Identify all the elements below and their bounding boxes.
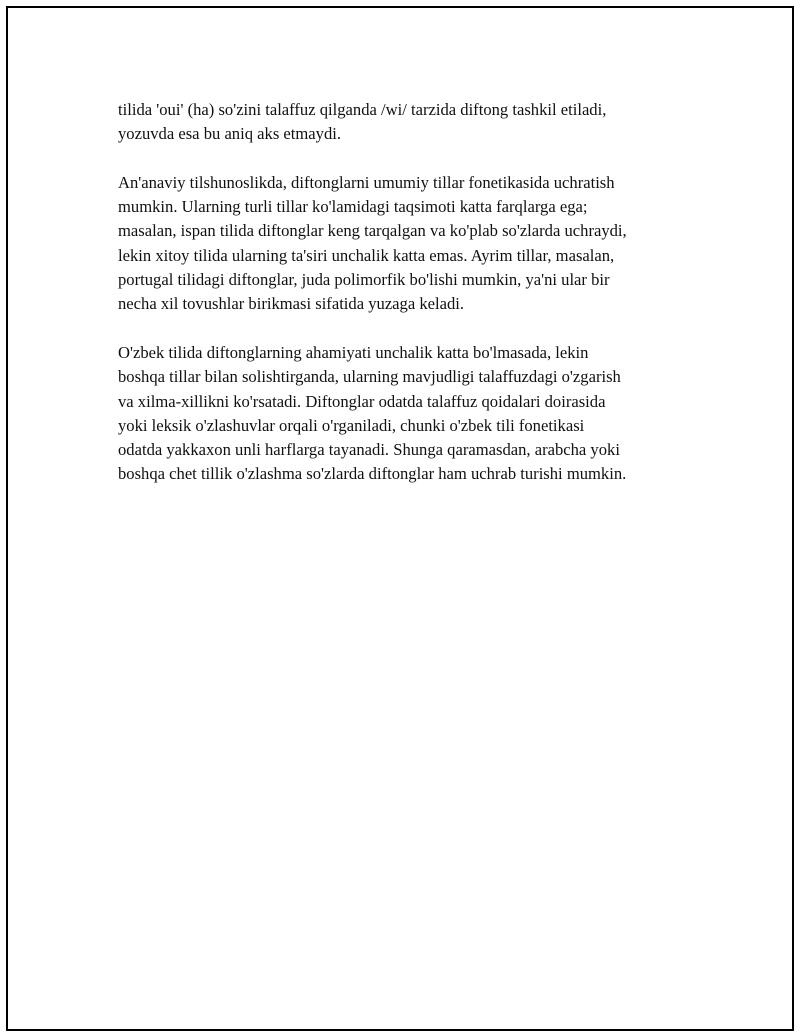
text-line: yozuvda esa bu aniq aks etmaydi.	[118, 124, 342, 144]
text-line: tilida 'oui' (ha) so'zini talaffuz qilganda /wi/ tarzida diftong tashkil etiladi,	[118, 100, 607, 119]
text-line: masalan, ispan tilida diftonglar keng tarqalgan va ko'plab so'zlarda uchraydi,	[118, 221, 627, 241]
paragraph	[118, 341, 698, 487]
page-frame	[6, 6, 794, 1031]
text-line: O'zbek tilida diftonglarning ahamiyati unchalik katta bo'lmasada, lekin	[118, 342, 589, 362]
document-body	[118, 98, 698, 511]
text-line: boshqa tillar bilan solishtirganda, ularning mavjudligi talaffuzdagi o'zgarish	[118, 367, 621, 387]
text-line: lekin xitoy tilida ularning ta'siri unchalik katta emas. Ayrim tillar, masalan,	[118, 245, 615, 265]
text-line: va xilma-xillikni ko'rsatadi. Diftonglar odatda talaffuz qoidalari doirasida	[118, 391, 606, 411]
text-line: odatda yakkaxon unli harflarga tayanadi. Shunga qaramasdan, arabcha yoki	[118, 440, 620, 460]
text-line: necha xil tovushlar birikmasi sifatida yuzaga keladi.	[118, 294, 465, 314]
text-line: An'anaviy tilshunoslikda, diftonglarni umumiy tillar fonetikasida uchratish	[118, 172, 615, 192]
paragraph	[118, 98, 698, 147]
text-line: yoki leksik o'zlashuvlar orqali o'rganiladi, chunki o'zbek tili fonetikasi	[118, 415, 585, 435]
paragraph	[118, 171, 698, 317]
text-line: portugal tilidagi diftonglar, juda polimorfik bo'lishi mumkin, ya'ni ular bir	[118, 270, 610, 290]
text-line: mumkin. Ularning turli tillar ko'lamidagi taqsimoti katta farqlarga ega;	[118, 197, 588, 217]
text-line: boshqa chet tillik o'zlashma so'zlarda diftonglar ham uchrab turishi mumkin.	[118, 464, 627, 484]
